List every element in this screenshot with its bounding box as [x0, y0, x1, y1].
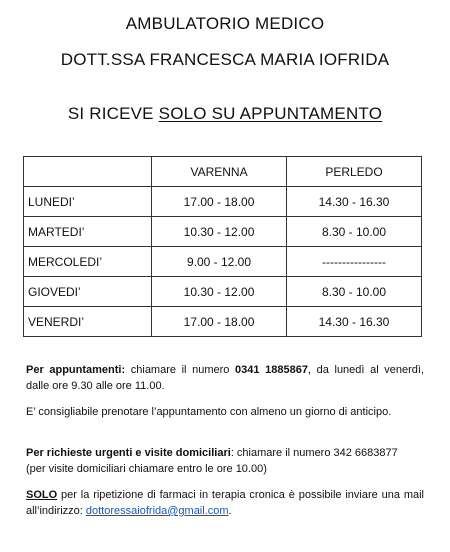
perledo-hours-cell: ---------------- — [287, 247, 422, 277]
table-row — [24, 247, 422, 277]
heading-prefix: SI RICEVE — [67, 104, 159, 123]
urgent-label: Per richieste urgenti e visite domiciliari — [26, 447, 231, 459]
urgent-text: : chiamare il numero 342 6683877 — [230, 447, 398, 459]
varenna-hours-cell: 10.30 - 12.00 — [152, 217, 287, 247]
table-row — [24, 217, 422, 247]
table-row — [24, 307, 422, 337]
table-row — [24, 277, 422, 307]
urgent-note — [26, 445, 424, 477]
header-cell-perledo: PERLEDO — [287, 157, 422, 187]
day-cell: GIOVEDI’ — [24, 277, 152, 307]
email-link[interactable]: dottoressaiofrida@gmail.com — [85, 505, 229, 517]
varenna-hours-cell: 17.00 - 18.00 — [152, 307, 287, 337]
table-row — [24, 187, 422, 217]
varenna-hours-cell: 10.30 - 12.00 — [152, 277, 287, 307]
day-cell: MARTEDI’ — [24, 217, 152, 247]
perledo-hours-cell: 14.30 - 16.30 — [287, 307, 422, 337]
day-cell: MERCOLEDI’ — [24, 247, 152, 277]
header-cell-varenna: VARENNA — [152, 157, 287, 187]
perledo-hours-cell: 8.30 - 10.00 — [287, 217, 422, 247]
header-cell-empty — [24, 157, 152, 187]
table-header-row — [24, 157, 422, 187]
appointments-note — [26, 362, 424, 394]
appointments-phone: 0341 1885867 — [235, 364, 308, 376]
perledo-hours-cell: 14.30 - 16.30 — [287, 187, 422, 217]
day-cell: VENERDI’ — [24, 307, 152, 337]
email-note — [26, 487, 424, 519]
clinic-title: AMBULATORIO MEDICO — [125, 14, 325, 33]
doctor-name: DOTT.SSA FRANCESCA MARIA IOFRIDA — [60, 50, 390, 69]
day-cell: LUNEDI’ — [24, 187, 152, 217]
advice-note: E’ consigliabile prenotare l’appuntamento con almeno un giorno di anticipo. — [26, 406, 392, 418]
urgent-text-secondary: (per visite domiciliari chiamare entro le ore 10.00) — [26, 463, 267, 475]
varenna-hours-cell: 17.00 - 18.00 — [152, 187, 287, 217]
appointments-post: , da lunedì al venerdì, dalle ore 9.30 alle ore 11.00. — [26, 364, 425, 392]
perledo-hours-cell: 8.30 - 10.00 — [287, 277, 422, 307]
solo-text: per la ripetizione di farmaci in terapia cronica è possibile inviare una mail all’indirizzo: — [26, 489, 424, 517]
appointments-label: Per appuntamenti: — [26, 364, 126, 376]
schedule-table — [23, 156, 422, 337]
appointments-pre: chiamare il numero — [125, 364, 236, 376]
solo-end: . — [228, 505, 232, 517]
heading-underlined: SOLO SU APPUNTAMENTO — [158, 104, 383, 123]
solo-label: SOLO — [26, 489, 58, 501]
appointment-only-heading — [0, 104, 450, 124]
varenna-hours-cell: 9.00 - 12.00 — [152, 247, 287, 277]
